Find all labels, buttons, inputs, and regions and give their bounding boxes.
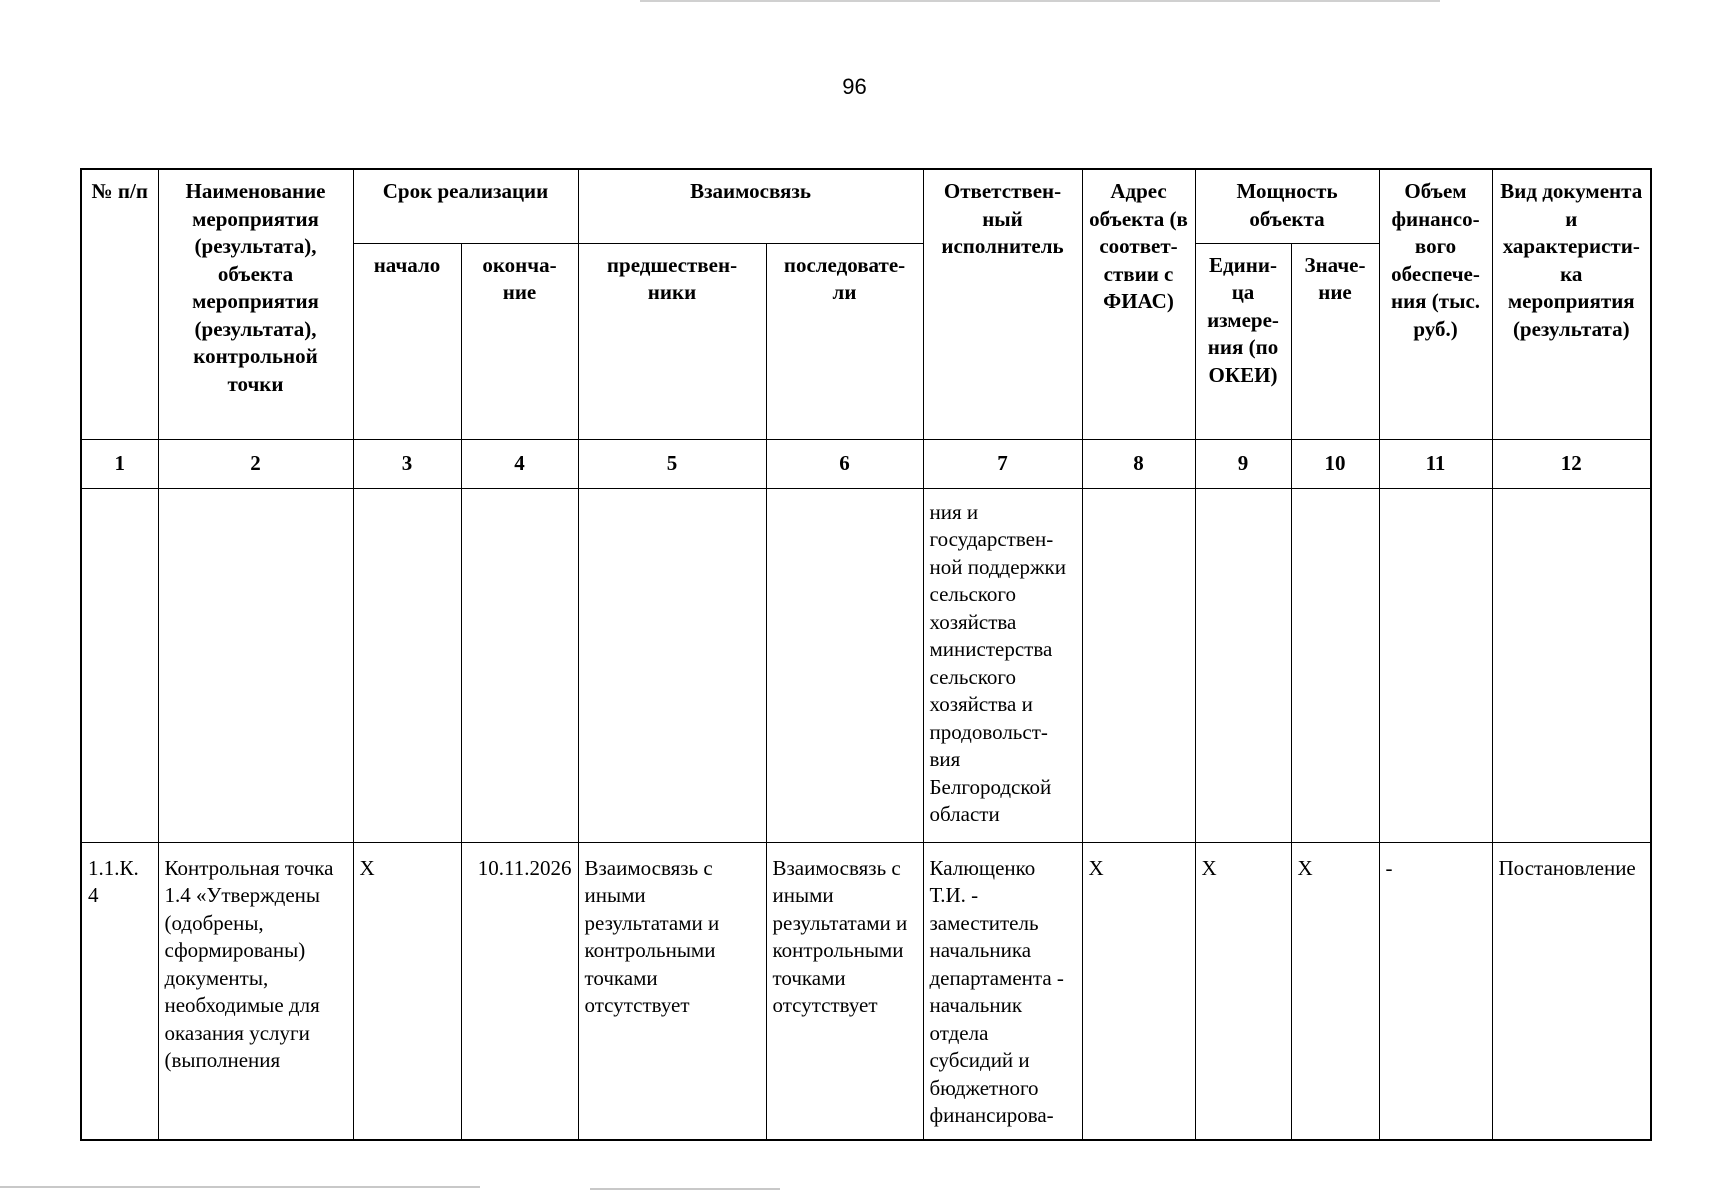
header-row <box>81 169 1651 243</box>
column-number: 12 <box>1492 439 1651 488</box>
table-cell <box>1492 488 1651 842</box>
cell-value: Х <box>1291 842 1379 1140</box>
header-name: Наименование мероприятия (результата), объекта мероприятия (результата), контрольной точки <box>158 169 353 439</box>
table-cell <box>461 488 578 842</box>
table-cell <box>1291 488 1379 842</box>
column-number: 5 <box>578 439 766 488</box>
table-cell <box>1082 488 1195 842</box>
column-numbers-row <box>81 439 1651 488</box>
column-number: 3 <box>353 439 461 488</box>
cell-executor-continued: ния и государствен-ной поддержки сельского хозяйства министерства сельского хозяйства и продовольст-вия Белгородской области <box>923 488 1082 842</box>
header-link-prev: предшествен-ники <box>578 243 766 439</box>
cell-end: 10.11.2026 <box>461 842 578 1140</box>
cell-next: Взаимосвязь с иными результатами и контрольными точками отсутствует <box>766 842 923 1140</box>
column-number: 4 <box>461 439 578 488</box>
header-executor: Ответствен-ный исполнитель <box>923 169 1082 439</box>
header-address: Адрес объекта (в соответ-ствии с ФИАС) <box>1082 169 1195 439</box>
cell-executor: Калющенко Т.И. - заместитель начальника департамента - начальник отдела субсидий и бюджетного финансирова- <box>923 842 1082 1140</box>
table-cell <box>578 488 766 842</box>
cell-start: Х <box>353 842 461 1140</box>
table-cell <box>353 488 461 842</box>
table-row <box>81 842 1651 1140</box>
table-cell <box>1195 488 1291 842</box>
page-number: 96 <box>842 74 867 99</box>
table-cell <box>81 488 158 842</box>
cell-name: Контрольная точка 1.4 «Утверждены (одобрены, сформированы) документы, необходимые для оказания услуги (выполнения <box>158 842 353 1140</box>
column-number: 7 <box>923 439 1082 488</box>
table-cell <box>1379 488 1492 842</box>
column-number: 6 <box>766 439 923 488</box>
header-finance: Объем финансо-вого обеспече-ния (тыс. руб.) <box>1379 169 1492 439</box>
header-doc: Вид документа и характеристи-ка мероприятия (результата) <box>1492 169 1651 439</box>
plan-table <box>80 168 1652 1141</box>
header-num: № п/п <box>81 169 158 439</box>
column-number: 1 <box>81 439 158 488</box>
cell-num: 1.1.К. 4 <box>81 842 158 1140</box>
column-number: 8 <box>1082 439 1195 488</box>
cell-unit: Х <box>1195 842 1291 1140</box>
table-row-continuation <box>81 488 1651 842</box>
column-number: 10 <box>1291 439 1379 488</box>
scan-edge-line <box>640 0 1440 2</box>
table-cell <box>766 488 923 842</box>
header-link: Взаимосвязь <box>578 169 923 243</box>
column-number: 2 <box>158 439 353 488</box>
header-term-start: начало <box>353 243 461 439</box>
column-number: 11 <box>1379 439 1492 488</box>
cell-finance: - <box>1379 842 1492 1140</box>
header-capacity: Мощность объекта <box>1195 169 1379 243</box>
cell-prev: Взаимосвязь с иными результатами и контрольными точками отсутствует <box>578 842 766 1140</box>
header-term-end: оконча-ние <box>461 243 578 439</box>
header-value: Значе-ние <box>1291 243 1379 439</box>
column-number: 9 <box>1195 439 1291 488</box>
scan-edge-line <box>590 1188 780 1190</box>
header-link-next: последовате-ли <box>766 243 923 439</box>
header-unit: Едини-ца измере-ния (по ОКЕИ) <box>1195 243 1291 439</box>
scan-edge-line <box>0 1186 480 1188</box>
cell-doc: Постановление <box>1492 842 1651 1140</box>
table-cell <box>158 488 353 842</box>
cell-address: Х <box>1082 842 1195 1140</box>
header-term: Срок реализации <box>353 169 578 243</box>
